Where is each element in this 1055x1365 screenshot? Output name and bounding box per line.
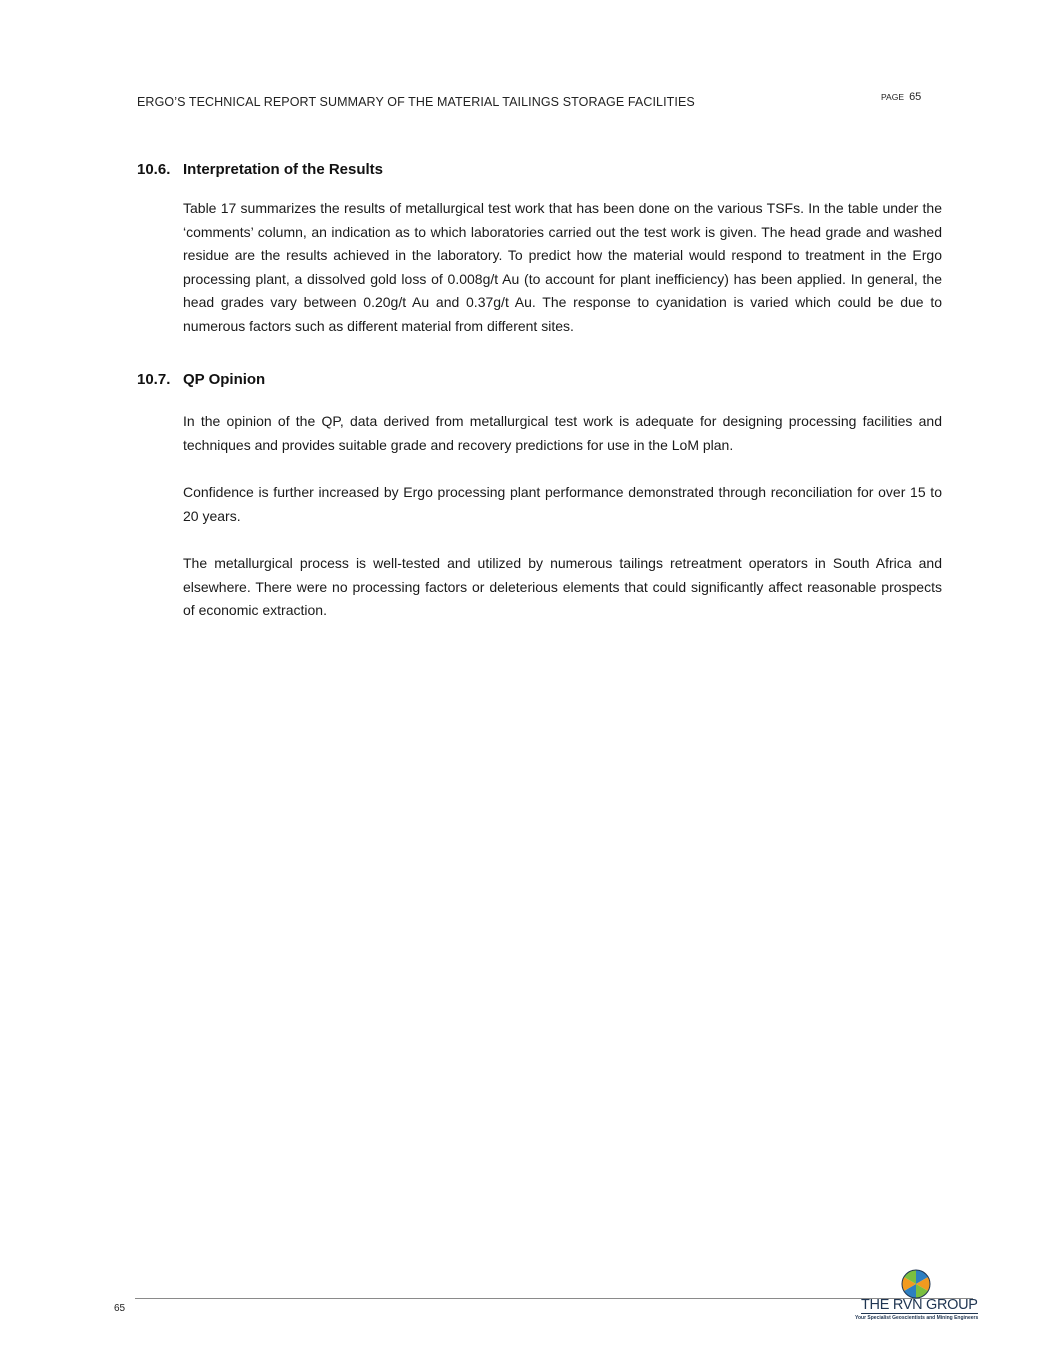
- logo-wordmark: THE RVN GROUP: [861, 1297, 978, 1313]
- header-page-number: [881, 91, 921, 103]
- footer-page-number: 65: [114, 1303, 126, 1314]
- header-page-value: 65: [909, 91, 922, 103]
- section-title: QP Opinion: [183, 371, 266, 388]
- section-title: Interpretation of the Results: [183, 161, 384, 178]
- section-interpretation: [137, 161, 942, 338]
- rvn-group-logo: [855, 1269, 977, 1325]
- footer-divider: [135, 1298, 973, 1299]
- paragraph: Table 17 summarizes the results of metallurgical test work that has been done on the various TSFs. In the table under the ‘comments’ column, an indication as to which laboratories carried out the test work is given. The head grade and washed residue are the results achieved in the laboratory. To predict how the material would respond to treatment in the Ergo processing plant, a dissolved gold loss of 0.008g/t Au (to account for plant inefficiency) has been applied. In general, the head grades vary between 0.20g/t Au and 0.37g/t Au. The response to cyanidation is varied which could be due to numerous factors such as different material from different sites.: [183, 200, 942, 334]
- paragraph: Confidence is further increased by Ergo processing plant performance demonstrated through reconciliation for over 15 to 20 years.: [183, 484, 942, 524]
- paragraph: The metallurgical process is well-tested and utilized by numerous tailings retreatment operators in South Africa and elsewhere. There were no processing factors or deleterious elements that could significantly affect reasonable prospects of economic extraction.: [183, 555, 942, 618]
- section-qp-opinion: [137, 371, 942, 623]
- logo-tagline: Your Specialist Geoscientists and Mining Engineers: [855, 1315, 979, 1321]
- running-header-title: ERGO’S TECHNICAL REPORT SUMMARY OF THE MATERIAL TAILINGS STORAGE FACILITIES: [137, 95, 695, 109]
- header-page-label: PAGE: [881, 92, 904, 102]
- section-number: 10.7.: [137, 371, 171, 388]
- section-number: 10.6.: [137, 161, 171, 178]
- rvn-logo-mark-icon: [901, 1269, 931, 1299]
- section-heading: [137, 371, 942, 388]
- paragraph: In the opinion of the QP, data derived from metallurgical test work is adequate for designing processing facilities and techniques and provides suitable grade and recovery predictions for use in the LoM plan.: [183, 413, 942, 453]
- section-heading: [137, 161, 942, 178]
